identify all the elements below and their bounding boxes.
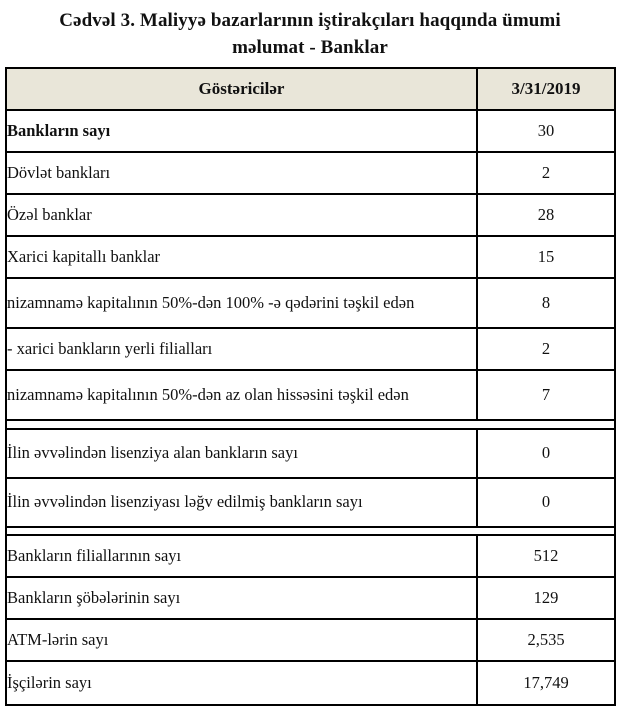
table-title: Cədvəl 3. Maliyyə bazarlarının iştirakçıları haqqında ümumi məlumat - Banklar: [59, 10, 561, 58]
row-label: - xarici bankların yerli filialları: [7, 339, 213, 358]
row-label: İlin əvvəlindən lisenziyası ləğv edilmiş bankların sayı: [7, 492, 363, 511]
table-row: [7, 578, 614, 620]
row-value: 0: [541, 443, 551, 462]
table-row: [7, 329, 614, 371]
row-label: ATM-lərin sayı: [7, 630, 109, 649]
header-date-column: 3/31/2019: [511, 79, 581, 98]
row-value: 30: [537, 121, 555, 140]
table-row: [7, 153, 614, 195]
table-header-row: [7, 69, 614, 111]
header-indicator-column: Göstəricilər: [7, 69, 478, 109]
row-value: 28: [537, 205, 555, 224]
row-label: Xarici kapitallı banklar: [7, 247, 161, 266]
row-value: 2,535: [527, 630, 565, 649]
table-row: [7, 479, 614, 528]
table-row: [7, 237, 614, 279]
row-label: nizamnamə kapitalının 50%-dən 100% -ə qədərini təşkil edən: [7, 293, 415, 312]
row-value: 15: [537, 247, 555, 266]
separator-row: [7, 421, 614, 430]
table-row: [7, 279, 614, 329]
row-value: 17,749: [523, 673, 569, 692]
table-row: [7, 430, 614, 479]
table-body: [7, 111, 614, 704]
separator-row: [7, 528, 614, 537]
table-row: [7, 662, 614, 704]
table-row: [7, 371, 614, 421]
row-label: Bankların filiallarının sayı: [7, 546, 182, 565]
banks-summary-table: [5, 67, 616, 706]
row-label: İşçilərin sayı: [7, 673, 92, 692]
row-label: Dövlət bankları: [7, 163, 111, 182]
row-label: Bankların şöbələrinin sayı: [7, 588, 181, 607]
row-value: 7: [541, 385, 551, 404]
row-value: 0: [541, 492, 551, 511]
table-row: [7, 536, 614, 578]
row-label: Bankların sayı: [7, 121, 111, 140]
row-value: 512: [533, 546, 559, 565]
document-page: [0, 7, 620, 724]
row-value: 8: [541, 293, 551, 312]
row-value: 2: [541, 163, 551, 182]
table-row: [7, 620, 614, 662]
table-row: [7, 111, 614, 153]
table-row: [7, 195, 614, 237]
row-value: 129: [533, 588, 559, 607]
row-label: nizamnamə kapitalının 50%-dən az olan hissəsini təşkil edən: [7, 385, 409, 404]
row-label: İlin əvvəlindən lisenziya alan bankların sayı: [7, 443, 298, 462]
row-label: Özəl banklar: [7, 205, 92, 224]
row-value: 2: [541, 339, 551, 358]
